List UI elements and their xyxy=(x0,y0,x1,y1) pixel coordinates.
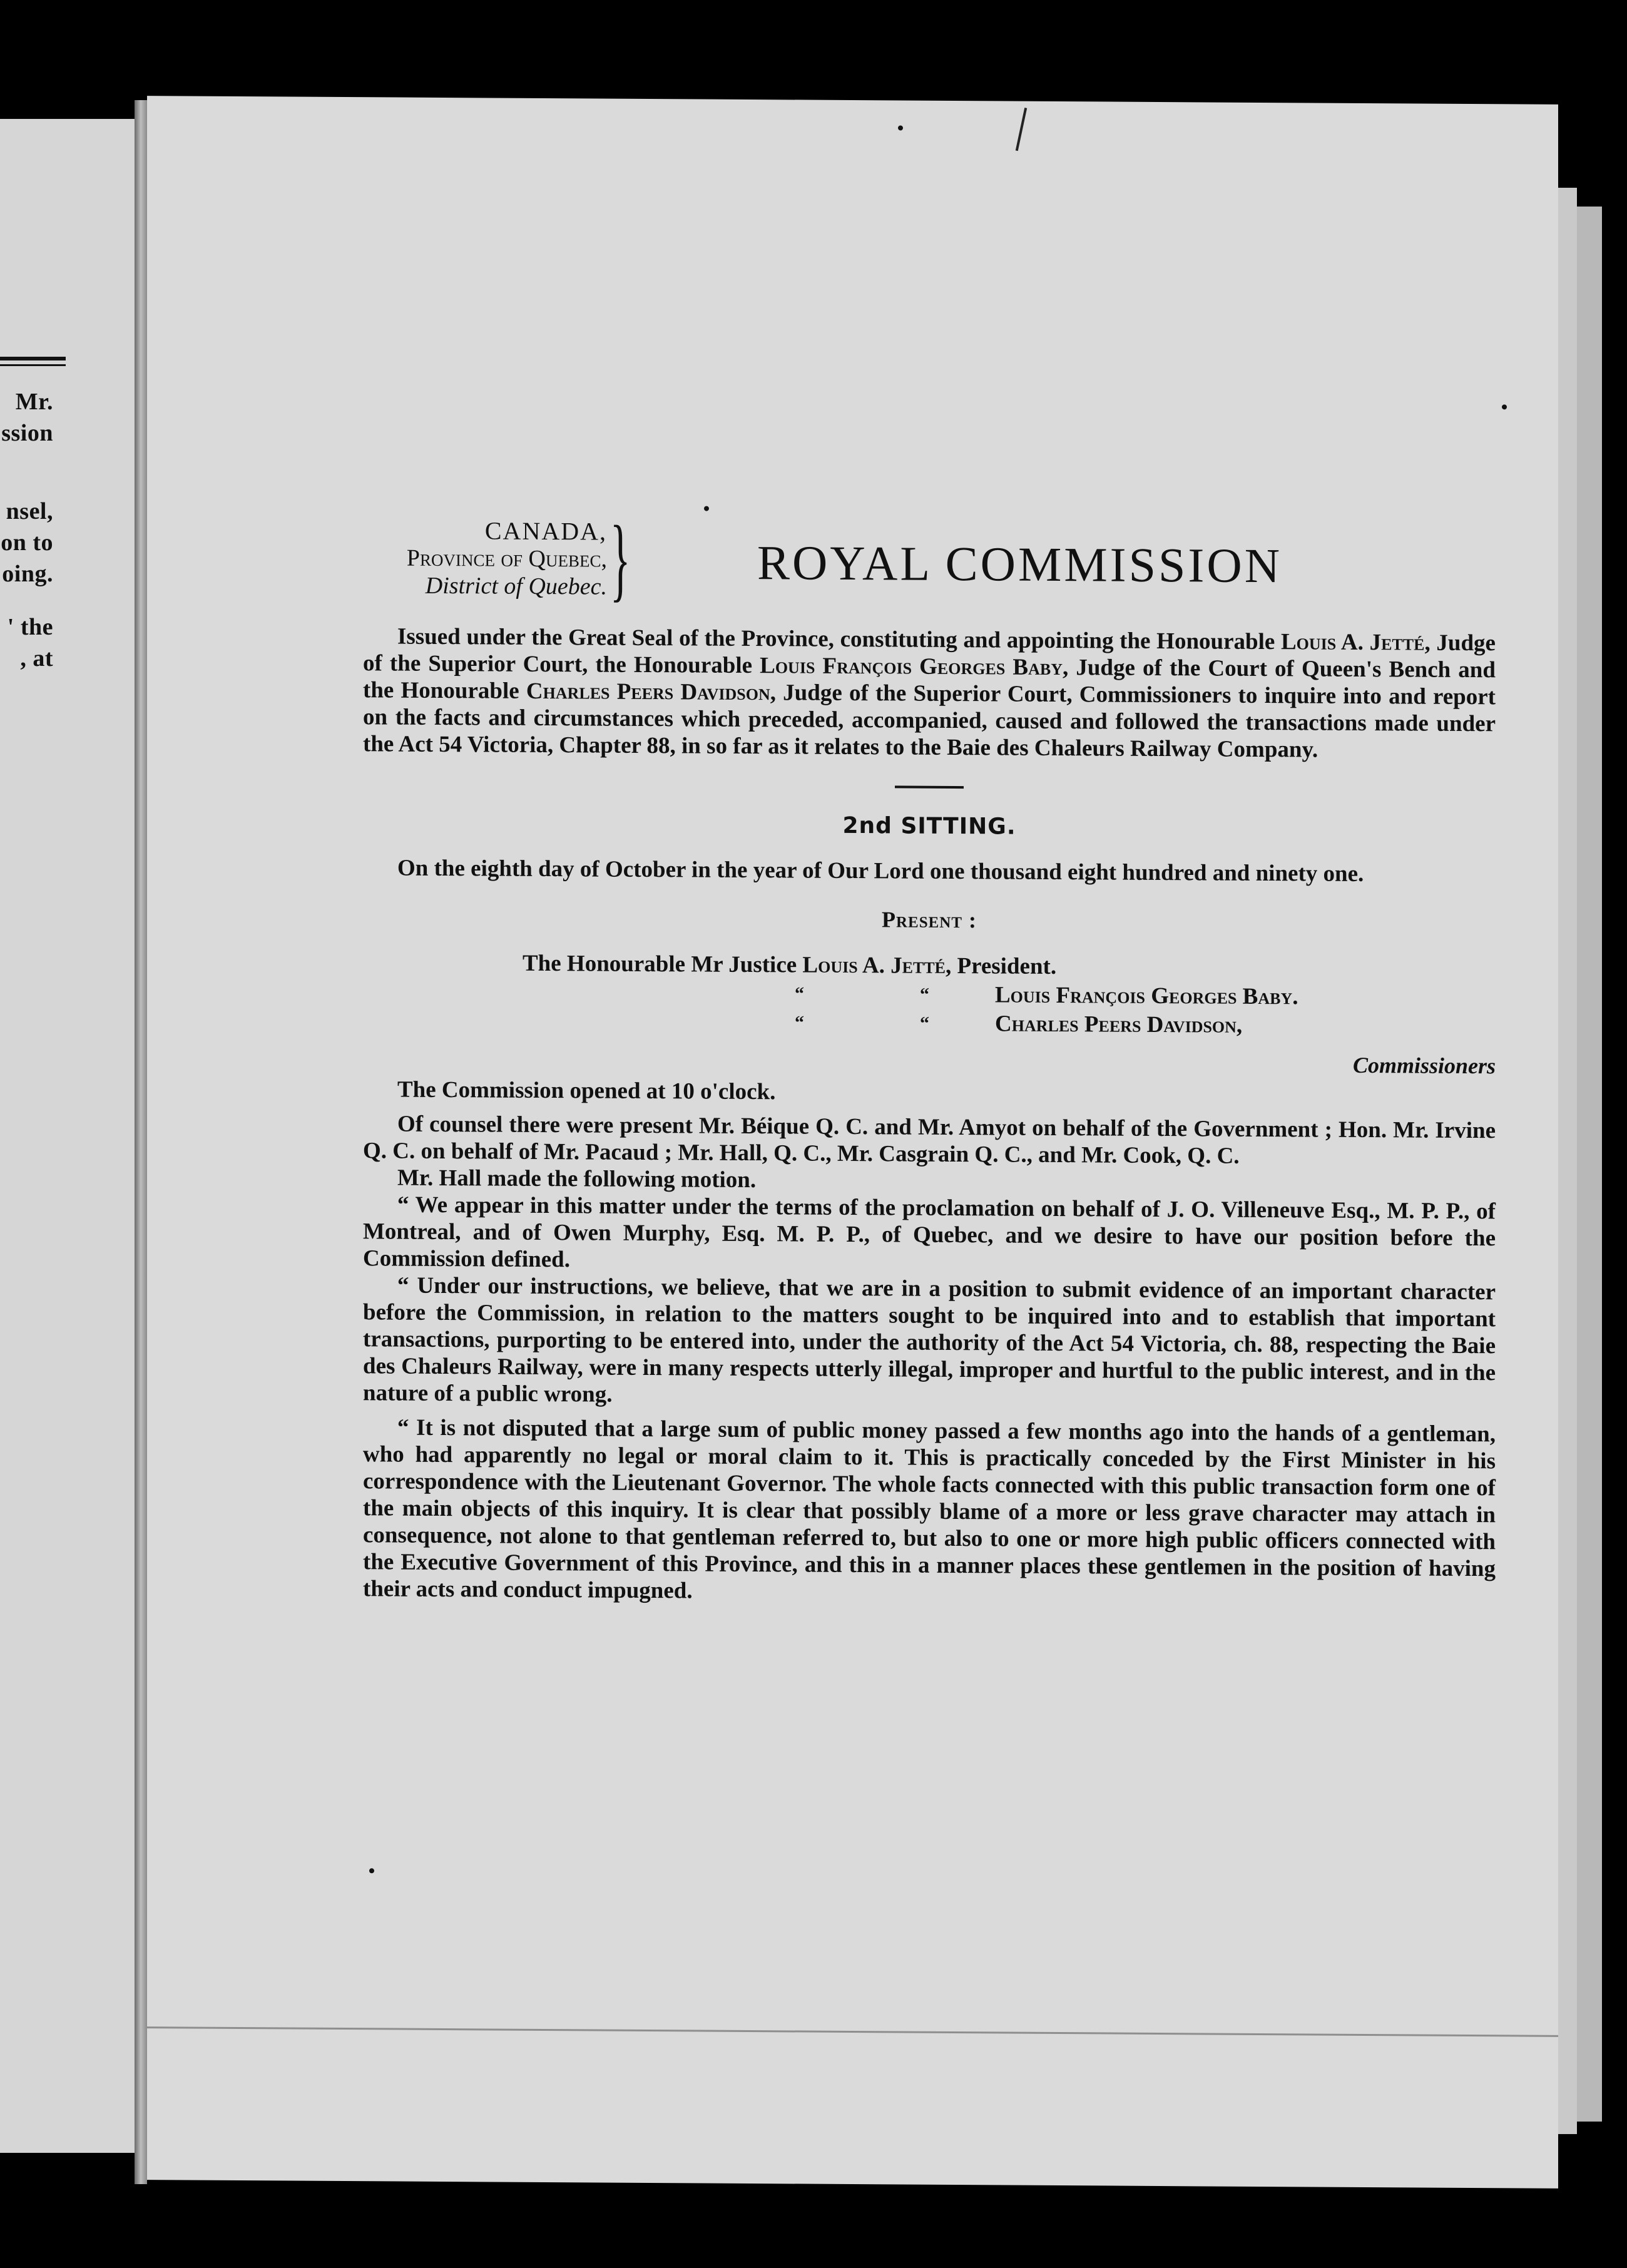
intro-text: , Judge of the Superior Court, Commissioners to inquire into and report on the facts and circumstances which preceded, accompanied, caused and followed the transactions made under the Act 54 Victoria, Chapter 88, in so far as it relates to the Baie des Chaleurs Railway Company. xyxy=(363,680,1496,763)
document-header xyxy=(363,506,1496,630)
scan-speck xyxy=(898,125,903,130)
motion-paragraph: “ We appear in this matter under the terms of the proclamation on behalf of J. O. Villeneuve Esq., M. P. P., of Montreal, and of Owen Murphy, Esq. M. P. P., of Quebec, and we desire to have our position before the Commission defined. xyxy=(363,1192,1496,1273)
scan-mark xyxy=(1016,108,1027,151)
scan-speck xyxy=(369,1868,374,1873)
left-text-fragment: , at xyxy=(20,645,53,672)
brace-glyph: } xyxy=(610,506,631,611)
document-body xyxy=(363,506,1496,1609)
page-edge xyxy=(1577,207,1602,2122)
ditto-mark: “ xyxy=(920,984,929,1005)
district-label: District of Quebec. xyxy=(425,572,607,600)
document-title: ROYAL COMMISSION xyxy=(757,535,1283,593)
section-divider xyxy=(895,785,964,789)
left-text-fragment: Mr. xyxy=(15,389,53,415)
member-name: Charles Peers Davidson, xyxy=(995,1011,1243,1038)
left-page-fragment xyxy=(0,119,135,2153)
left-text-fragment: ' the xyxy=(7,614,53,640)
intro-paragraph xyxy=(363,623,1496,764)
country-label: CANADA, xyxy=(484,516,607,546)
commissioner-name: Charles Peers Davidson xyxy=(526,678,770,706)
sitting-heading: 2nd SITTING. xyxy=(842,812,1016,840)
counsel-paragraph: Of counsel there were present Mr. Béique Q. C. and Mr. Amyot on behalf of the Government ; Hon. Mr. Irvine Q. C. on behalf of Mr. Pacaud ; Mr. Hall, Q. C., Mr. Casgrain Q. C., and Mr. Cook, Q. C. xyxy=(363,1111,1496,1169)
present-heading: Present : xyxy=(881,907,977,933)
double-rule-top xyxy=(0,357,66,360)
intro-text: , Judge of the Court of Queen's Bench and the Honourable xyxy=(363,655,1496,704)
page-fold-line xyxy=(147,2026,1558,2038)
left-text-fragment: nsel, xyxy=(6,498,53,524)
intro-text: , Judge of the Superior Court, the Honourable xyxy=(363,630,1496,679)
ditto-mark: “ xyxy=(920,1013,929,1034)
book-gutter xyxy=(135,100,147,2184)
present-row-text xyxy=(523,949,1056,981)
title-text: The Honourable Mr Justice xyxy=(523,950,803,978)
left-text-fragment: on to xyxy=(1,529,53,556)
page-edge xyxy=(1558,188,1577,2134)
member-name: Louis A. Jetté xyxy=(802,952,946,979)
scan-speck xyxy=(704,506,709,511)
left-text-fragment: oing. xyxy=(2,561,53,587)
present-row xyxy=(363,1006,1496,1041)
commissioner-name: Louis A. Jetté xyxy=(1281,629,1425,656)
date-paragraph: On the eighth day of October in the year of Our Lord one thousand eight hundred and ninety one. xyxy=(397,855,1364,887)
commissioner-name: Louis François Georges Baby xyxy=(760,653,1063,681)
document-page xyxy=(147,96,1558,2189)
double-rule-bottom xyxy=(0,364,66,366)
motion-paragraph: “ It is not disputed that a large sum of public money passed a few months ago into the hands of a gentleman, who had apparently no legal or moral claim to it. This is practically conceded by the First Minister in his correspondence with the Lieutenant Governor. The whole facts connected with this public transaction form one of the main objects of this inquiry. It is clear that possibly blame of a more or less grave character may attach in consequence, not alone to that gentleman referred to, but also to one or more high public officers connected with the Executive Government of this Province, and this in a manner places these gentlemen in the position of having their acts and conduct impugned. xyxy=(363,1414,1496,1604)
opening-paragraph: The Commission opened at 10 o'clock. xyxy=(397,1076,776,1105)
intro-text: Issued under the Great Seal of the Province, constituting and appointing the Honourable xyxy=(397,623,1281,655)
motion-paragraph: “ Under our instructions, we believe, that we are in a position to submit evidence of an important character before the Commission, in relation to the matters sought to be inquired into and to establish that important transactions, purporting to be entered into, under the authority of the Act 54 Victoria, ch. 88, respecting the Baie des Chaleurs Railway, were in many respects utterly illegal, improper and hurtful to the public interest, and in the nature of a public wrong. xyxy=(363,1272,1496,1407)
present-list xyxy=(363,948,1496,1041)
left-text-fragment: ssion xyxy=(1,420,53,446)
commissioners-label: Commissioners xyxy=(1352,1052,1496,1079)
jurisdiction-block xyxy=(363,516,607,600)
ditto-mark: “ xyxy=(795,983,804,1004)
role-text: , President. xyxy=(945,953,1057,979)
province-label: Province of Quebec, xyxy=(406,544,607,573)
motion-intro: Mr. Hall made the following motion. xyxy=(397,1165,757,1193)
scan-speck xyxy=(1502,404,1507,409)
member-name: Louis François Georges Baby. xyxy=(995,982,1298,1010)
ditto-mark: “ xyxy=(795,1012,804,1033)
